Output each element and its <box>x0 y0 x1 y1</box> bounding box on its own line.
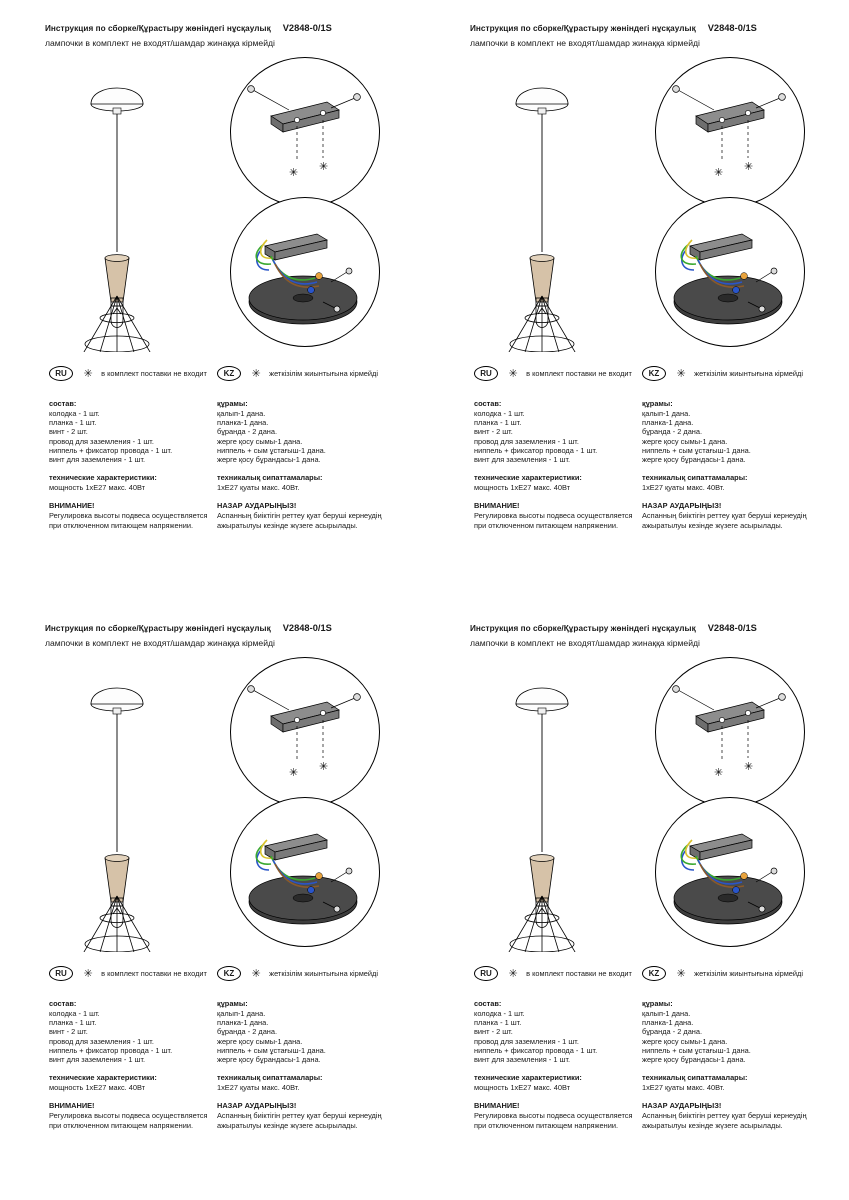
warning-item: ажыратылуы кезінде жүзеге асырылады. <box>642 1120 783 1130</box>
tech-title: техникалық сипаттамалары: <box>642 473 748 483</box>
lang-badge-ru: RU <box>474 966 498 981</box>
composition-title: состав: <box>49 399 77 408</box>
wiring-diagram <box>230 797 380 947</box>
wiring-diagram <box>230 197 380 347</box>
warning-item: Аспанның биіктігін реттеу қуат беруші кернеудің <box>217 1111 382 1121</box>
star-icon: ✳ <box>676 968 686 981</box>
tech-item: 1хЕ27 қуаты макс. 40Вт. <box>642 1083 725 1093</box>
header-title-line1: Инструкция по сборке/Құрастыру жөніндегі нұсқаулық <box>45 24 271 33</box>
composition-item: винт для заземления - 1 шт. <box>474 455 571 465</box>
mounting-bracket-diagram <box>230 657 380 807</box>
lang-badge-kz: KZ <box>217 366 241 381</box>
tech-item: мощность 1хЕ27 макс. 40Вт <box>474 483 571 493</box>
spec-column-ru <box>49 399 209 539</box>
lang-badge-ru: RU <box>49 366 73 381</box>
composition-item: планка-1 дана. <box>642 418 694 428</box>
composition-item: провод для заземления - 1 шт. <box>49 1036 154 1046</box>
composition-item: планка - 1 шт. <box>474 1018 522 1028</box>
composition-item: жерге қосу бұрандасы-1 дана. <box>217 455 321 465</box>
composition-item: қалып-1 дана. <box>217 409 266 418</box>
legend-row <box>470 965 815 987</box>
legend-ru-text: в комплект поставки не входит <box>101 969 207 979</box>
lang-badge-kz: KZ <box>217 966 241 981</box>
star-icon: ✳ <box>676 368 686 381</box>
block-warning <box>474 1101 634 1129</box>
mounting-bracket-diagram <box>655 657 805 807</box>
header-title-line2: лампочки в комплект не входят/шамдар жинаққа кірмейді <box>470 38 700 48</box>
composition-item: жерге қосу бұрандасы-1 дана. <box>642 1055 746 1065</box>
block-warning <box>217 1101 382 1130</box>
svg-text:✳: ✳ <box>744 160 754 173</box>
header-title-line2: лампочки в комплект не входят/шамдар жинаққа кірмейді <box>45 38 275 48</box>
composition-item: винт для заземления - 1 шт. <box>474 1055 571 1065</box>
block-warning <box>217 501 382 530</box>
lang-badge-ru: RU <box>474 366 498 381</box>
warning-item: при отключенном питающем напряжении. <box>49 1120 194 1130</box>
tech-title: техникалық сипаттамалары: <box>217 1073 323 1083</box>
block-composition <box>49 999 209 1064</box>
tech-item: 1хЕ27 қуаты макс. 40Вт. <box>217 1083 300 1093</box>
block-tech <box>217 473 377 492</box>
block-composition <box>642 999 802 1064</box>
block-warning <box>474 501 634 529</box>
header-title-line2: лампочки в комплект не входят/шамдар жинаққа кірмейді <box>470 638 700 648</box>
composition-item: провод для заземления - 1 шт. <box>474 1036 579 1046</box>
composition-item: планка - 1 шт. <box>49 1018 97 1028</box>
composition-item: планка-1 дана. <box>217 1018 269 1028</box>
lang-badge-kz: KZ <box>642 366 666 381</box>
composition-item: провод для заземления - 1 шт. <box>474 436 579 446</box>
spec-columns <box>470 999 815 1189</box>
model-code: V2848-0/1S <box>707 23 757 33</box>
block-tech <box>642 473 802 492</box>
warning-item: ажыратылуы кезінде жүзеге асырылады. <box>642 520 783 530</box>
tech-item: мощность 1хЕ27 макс. 40Вт <box>49 1083 146 1093</box>
star-icon: ✳ <box>83 968 93 981</box>
warning-item: Аспанның биіктігін реттеу қуат беруші кернеудің <box>642 511 807 521</box>
model-code: V2848-0/1S <box>282 623 332 633</box>
block-composition <box>49 399 209 464</box>
composition-title: состав: <box>474 999 502 1008</box>
illustration-area <box>470 652 815 957</box>
composition-title: құрамы: <box>217 999 248 1008</box>
composition-item: винт - 2 шт. <box>474 1027 513 1037</box>
legend-row <box>45 965 390 987</box>
composition-item: планка - 1 шт. <box>474 418 522 428</box>
block-warning <box>49 501 209 529</box>
wiring-diagram <box>655 197 805 347</box>
block-tech <box>474 473 634 492</box>
header-title-line2: лампочки в комплект не входят/шамдар жинаққа кірмейді <box>45 638 275 648</box>
header-title-line1: Инструкция по сборке/Құрастыру жөніндегі нұсқаулық <box>45 624 271 633</box>
block-composition <box>217 399 377 464</box>
block-warning <box>49 1101 209 1129</box>
illustration-area <box>45 52 390 357</box>
composition-item: ниппель + фиксатор провода - 1 шт. <box>49 445 173 455</box>
warning-item: Регулировка высоты подвеса осуществляется <box>474 1111 633 1121</box>
composition-title: құрамы: <box>642 999 673 1008</box>
warning-item: Аспанның биіктігін реттеу қуат беруші кернеудің <box>642 1111 807 1121</box>
svg-text:✳: ✳ <box>744 760 754 773</box>
warning-title: ВНИМАНИЕ! <box>474 1101 520 1111</box>
pendant-lamp-drawing <box>470 52 640 352</box>
warning-item: Регулировка высоты подвеса осуществляется <box>49 1111 208 1121</box>
pendant-lamp-drawing <box>45 52 215 352</box>
svg-text:✳: ✳ <box>319 760 329 773</box>
tech-item: 1хЕ27 қуаты макс. 40Вт. <box>217 483 300 493</box>
composition-item: ниппель + сым ұстағыш-1 дана. <box>642 1045 751 1055</box>
composition-title: құрамы: <box>642 399 673 408</box>
composition-item: колодка - 1 шт. <box>49 1009 100 1018</box>
block-tech <box>474 1073 634 1092</box>
composition-item: планка - 1 шт. <box>49 418 97 428</box>
warning-title: НАЗАР АУДАРЫҢЫЗ! <box>217 1101 297 1111</box>
spec-columns <box>470 399 815 589</box>
composition-item: қалып-1 дана. <box>642 1009 691 1018</box>
warning-item: ажыратылуы кезінде жүзеге асырылады. <box>217 1120 358 1130</box>
legend-kz <box>217 365 378 383</box>
pendant-lamp-drawing <box>470 652 640 952</box>
mounting-bracket-diagram <box>655 57 805 207</box>
tech-item: мощность 1хЕ27 макс. 40Вт <box>49 483 146 493</box>
composition-item: жерге қосу сымы-1 дана. <box>642 436 728 446</box>
composition-item: провод для заземления - 1 шт. <box>49 436 154 446</box>
model-code: V2848-0/1S <box>707 623 757 633</box>
composition-item: қалып-1 дана. <box>217 1009 266 1018</box>
instruction-panel <box>0 600 424 1200</box>
composition-item: жерге қосу сымы-1 дана. <box>217 436 303 446</box>
legend-kz-text: жеткізілім жиынтығына кірмейді <box>694 969 803 979</box>
tech-title: технические характеристики: <box>49 473 157 483</box>
tech-title: технические характеристики: <box>49 1073 157 1083</box>
composition-item: жерге қосу сымы-1 дана. <box>642 1036 728 1046</box>
panel-header <box>470 18 815 48</box>
legend-kz <box>217 965 378 983</box>
composition-item: ниппель + сым ұстағыш-1 дана. <box>217 1045 326 1055</box>
model-code: V2848-0/1S <box>282 23 332 33</box>
warning-title: НАЗАР АУДАРЫҢЫЗ! <box>642 501 722 511</box>
legend-row <box>45 365 390 387</box>
block-tech <box>642 1073 802 1092</box>
star-icon: ✳ <box>508 368 518 381</box>
legend-ru <box>49 365 207 383</box>
tech-item: мощность 1хЕ27 макс. 40Вт <box>474 1083 571 1093</box>
block-composition <box>474 999 634 1064</box>
tech-title: технические характеристики: <box>474 1073 582 1083</box>
illustration-area <box>45 652 390 957</box>
svg-text:✳: ✳ <box>289 766 299 779</box>
legend-ru <box>474 965 632 983</box>
warning-title: НАЗАР АУДАРЫҢЫЗ! <box>217 501 297 511</box>
star-icon: ✳ <box>508 968 518 981</box>
spec-column-kz <box>642 999 807 1139</box>
block-composition <box>474 399 634 464</box>
composition-item: ниппель + фиксатор провода - 1 шт. <box>49 1045 173 1055</box>
composition-item: винт для заземления - 1 шт. <box>49 455 146 465</box>
panel-header <box>45 618 390 648</box>
warning-title: ВНИМАНИЕ! <box>49 1101 95 1111</box>
composition-item: планка-1 дана. <box>642 1018 694 1028</box>
block-warning <box>642 501 807 530</box>
composition-title: состав: <box>474 399 502 408</box>
composition-item: колодка - 1 шт. <box>474 1009 525 1018</box>
pendant-lamp-drawing <box>45 652 215 952</box>
block-warning <box>642 1101 807 1130</box>
svg-text:✳: ✳ <box>714 766 724 779</box>
diagram-column <box>645 57 815 347</box>
instruction-panel <box>425 600 849 1200</box>
spec-column-ru <box>474 399 634 539</box>
composition-item: жерге қосу сымы-1 дана. <box>217 1036 303 1046</box>
composition-title: құрамы: <box>217 399 248 408</box>
panel-header <box>470 618 815 648</box>
legend-ru-text: в комплект поставки не входит <box>526 369 632 379</box>
warning-item: Регулировка высоты подвеса осуществляется <box>49 511 208 521</box>
warning-title: ВНИМАНИЕ! <box>49 501 95 511</box>
composition-item: қалып-1 дана. <box>642 409 691 418</box>
composition-item: винт - 2 шт. <box>49 427 88 437</box>
warning-item: при отключенном питающем напряжении. <box>474 520 619 530</box>
diagram-column <box>645 657 815 947</box>
composition-title: состав: <box>49 999 77 1008</box>
spec-column-ru <box>474 999 634 1139</box>
spec-column-kz <box>642 399 807 539</box>
spec-columns <box>45 999 390 1189</box>
tech-item: 1хЕ27 қуаты макс. 40Вт. <box>642 483 725 493</box>
composition-item: колодка - 1 шт. <box>49 409 100 418</box>
warning-item: Аспанның биіктігін реттеу қуат беруші кернеудің <box>217 511 382 521</box>
block-tech <box>49 1073 209 1092</box>
legend-kz <box>642 365 803 383</box>
header-title-line1: Инструкция по сборке/Құрастыру жөніндегі нұсқаулық <box>470 24 696 33</box>
spec-columns <box>45 399 390 589</box>
composition-item: бұранда - 2 дана. <box>217 1027 278 1037</box>
legend-row <box>470 365 815 387</box>
legend-kz-text: жеткізілім жиынтығына кірмейді <box>269 969 378 979</box>
spec-column-kz <box>217 999 382 1139</box>
block-tech <box>217 1073 377 1092</box>
instruction-panel <box>0 0 424 600</box>
legend-kz-text: жеткізілім жиынтығына кірмейді <box>269 369 378 379</box>
header-title-line1: Инструкция по сборке/Құрастыру жөніндегі нұсқаулық <box>470 624 696 633</box>
warning-title: НАЗАР АУДАРЫҢЫЗ! <box>642 1101 722 1111</box>
tech-title: технические характеристики: <box>474 473 582 483</box>
lang-badge-kz: KZ <box>642 966 666 981</box>
spec-column-kz <box>217 399 382 539</box>
wiring-diagram <box>655 797 805 947</box>
composition-item: ниппель + фиксатор провода - 1 шт. <box>474 1045 598 1055</box>
spec-column-ru <box>49 999 209 1139</box>
composition-item: планка-1 дана. <box>217 418 269 428</box>
panel-header <box>45 18 390 48</box>
block-composition <box>642 399 802 464</box>
diagram-column <box>220 57 390 347</box>
composition-item: жерге қосу бұрандасы-1 дана. <box>217 1055 321 1065</box>
composition-item: колодка - 1 шт. <box>474 409 525 418</box>
composition-item: винт для заземления - 1 шт. <box>49 1055 146 1065</box>
composition-item: ниппель + фиксатор провода - 1 шт. <box>474 445 598 455</box>
warning-item: при отключенном питающем напряжении. <box>474 1120 619 1130</box>
legend-ru-text: в комплект поставки не входит <box>526 969 632 979</box>
lang-badge-ru: RU <box>49 966 73 981</box>
instruction-panel <box>425 0 849 600</box>
warning-item: ажыратылуы кезінде жүзеге асырылады. <box>217 520 358 530</box>
star-icon: ✳ <box>83 368 93 381</box>
composition-item: винт - 2 шт. <box>474 427 513 437</box>
composition-item: ниппель + сым ұстағыш-1 дана. <box>217 445 326 455</box>
legend-ru-text: в комплект поставки не входит <box>101 369 207 379</box>
star-icon: ✳ <box>251 968 261 981</box>
composition-item: бұранда - 2 дана. <box>642 1027 703 1037</box>
composition-item: ниппель + сым ұстағыш-1 дана. <box>642 445 751 455</box>
diagram-column <box>220 657 390 947</box>
mounting-bracket-diagram <box>230 57 380 207</box>
legend-ru <box>474 365 632 383</box>
block-composition <box>217 999 377 1064</box>
legend-kz-text: жеткізілім жиынтығына кірмейді <box>694 369 803 379</box>
warning-item: при отключенном питающем напряжении. <box>49 520 194 530</box>
composition-item: бұранда - 2 дана. <box>217 427 278 437</box>
tech-title: техникалық сипаттамалары: <box>642 1073 748 1083</box>
svg-text:✳: ✳ <box>319 160 329 173</box>
legend-ru <box>49 965 207 983</box>
warning-title: ВНИМАНИЕ! <box>474 501 520 511</box>
composition-item: жерге қосу бұрандасы-1 дана. <box>642 455 746 465</box>
tech-title: техникалық сипаттамалары: <box>217 473 323 483</box>
illustration-area <box>470 52 815 357</box>
star-icon: ✳ <box>251 368 261 381</box>
block-tech <box>49 473 209 492</box>
svg-text:✳: ✳ <box>289 166 299 179</box>
composition-item: бұранда - 2 дана. <box>642 427 703 437</box>
warning-item: Регулировка высоты подвеса осуществляется <box>474 511 633 521</box>
svg-text:✳: ✳ <box>714 166 724 179</box>
composition-item: винт - 2 шт. <box>49 1027 88 1037</box>
legend-kz <box>642 965 803 983</box>
